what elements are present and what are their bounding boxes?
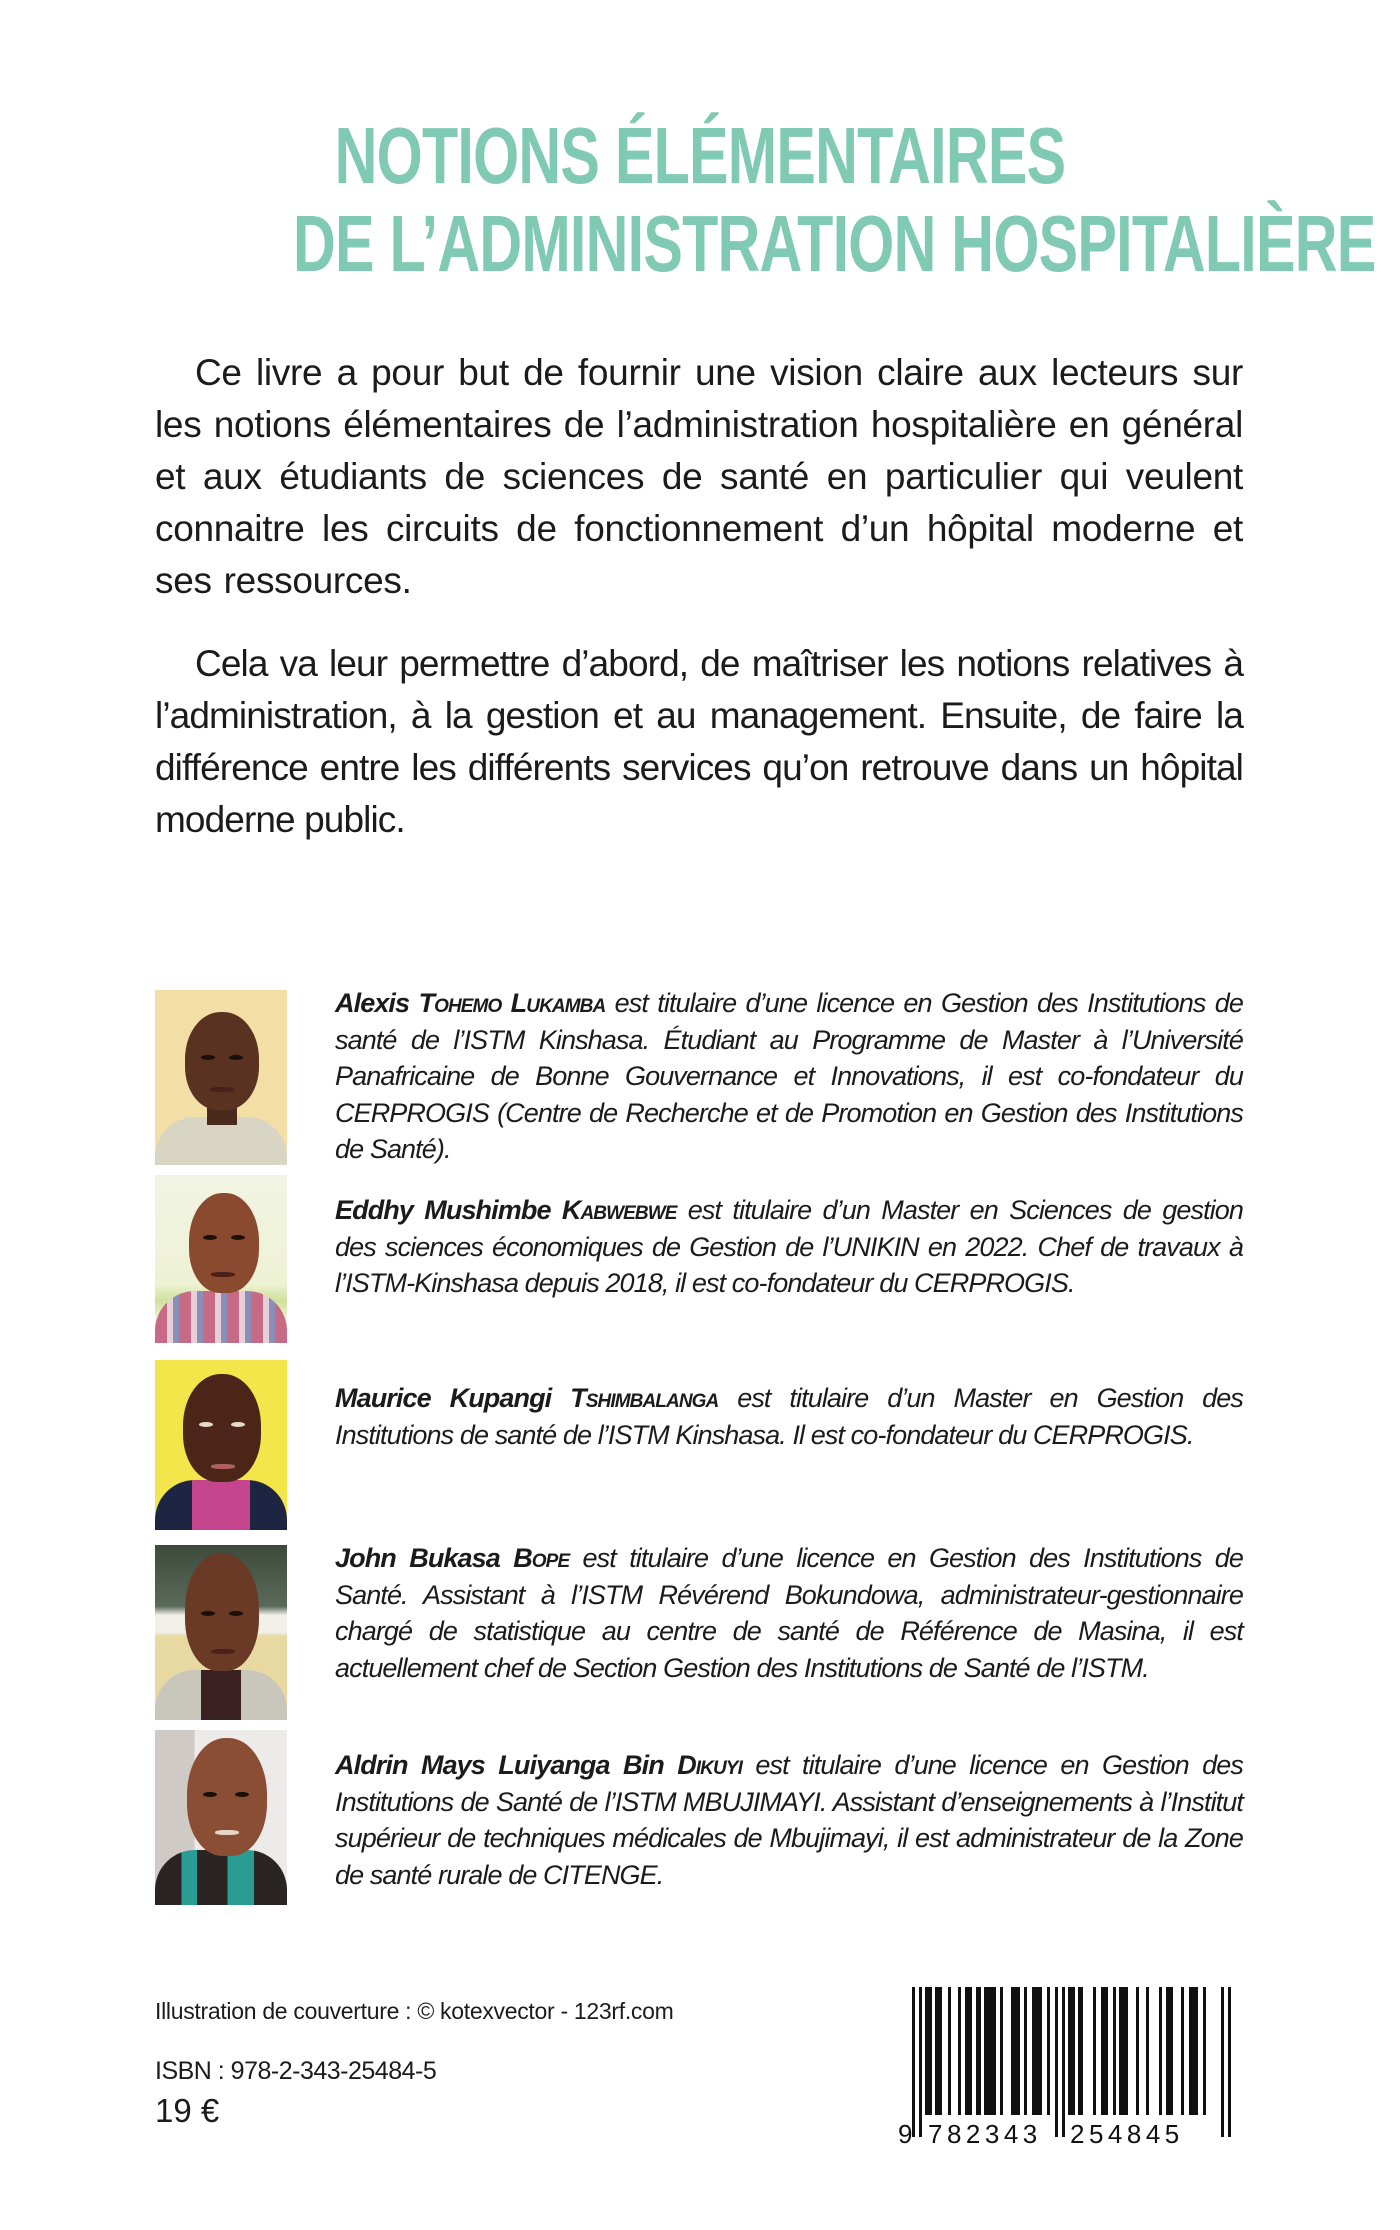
author-bio: Eddhy Mushimbe Kabwebwe est titulaire d’un Master en Sciences de gestion des sciences économiques de Gestion de l’UNIKIN en 2022. Chef de travaux à l’ISTM-Kinshasa depuis 2018, il est co-fondateur du CERPROGIS. [335,1195,1243,1298]
author-bio: Aldrin Mays Luiyanga Bin Dikuyi est titulaire d’une licence en Gestion des Institutions de Santé de l’ISTM MBUJIMAYI. Assistant d’enseignements à l’Institut supérieur de techniques médicales de Mbujimayi, il est administrateur de la Zone de santé rurale de CITENGE. [335,1750,1244,1890]
author-photo [155,1545,287,1720]
author-bio: John Bukasa Bope est titulaire d’une licence en Gestion des Institutions de Santé. Assistant à l’ISTM Révérend Bokundowa, administrateur-gestionnaire chargé de statistique au centre de santé de Référence de Masina, il est actuellement chef de Section Gestion des Institutions de Santé de l’ISTM. [335,1543,1243,1683]
author-photo [155,1730,287,1905]
barcode-first-digit: 9 [898,2119,913,2149]
author-name: Eddhy Mushimbe Kabwebwe [335,1195,677,1225]
author-name: Aldrin Mays Luiyanga Bin Dikuyi [335,1750,742,1780]
author-photo [155,990,287,1165]
barcode-left-digits: 782343 [928,2119,1042,2149]
author-name: John Bukasa Bope [335,1543,570,1573]
author-name: Alexis Tohemo Lukamba [335,988,606,1018]
author-bio: Alexis Tohemo Lukamba est titulaire d’une licence en Gestion des Institutions de santé de l’ISTM Kinshasa. Étudiant au Programme de Master à l’Université Panafricaine de Bonne Gouvernance et Innovations, il est co-fondateur du CERPROGIS (Centre de Recherche et de Promotion en Gestion des Institutions de Santé). [335,988,1243,1164]
cover-illustration-credit: Illustration de couverture : © kotexvector - 123rf.com [155,1998,674,2024]
author-photo [155,1360,287,1530]
intro-paragraph-2: Cela va leur permettre d’abord, de maîtriser les notions relatives à l’administration, à la gestion et au management. Ensuite, de faire la différence entre les différents services qu’on retrouve dans un hôpital moderne public. [155,643,1243,840]
title-line-2: DE L’ADMINISTRATION HOSPITALIÈRE [293,199,1376,288]
author-bio: Maurice Kupangi Tshimbalanga est titulaire d’un Master en Gestion des Institutions de santé de l’ISTM Kinshasa. Il est co-fondateur du CERPROGIS. [335,1383,1244,1450]
barcode-right-digits: 254845 [1070,2119,1184,2149]
title-line-1: NOTIONS ÉLÉMENTAIRES [334,111,1066,200]
author-photo [155,1175,287,1343]
ean-barcode [898,1985,1243,2150]
author-name: Maurice Kupangi Tshimbalanga [335,1383,719,1413]
isbn: ISBN : 978-2-343-25484-5 [155,2057,437,2085]
book-title [150,111,1376,288]
intro-paragraph-1: Ce livre a pour but de fournir une vision claire aux lecteurs sur les notions élémentaires de l’administration hospitalière en général et aux étudiants de sciences de santé en particulier qui veulent connaitre les circuits de fonctionnement d’un hôpital moderne et ses ressources. [155,352,1243,601]
price: 19 € [155,2092,220,2129]
